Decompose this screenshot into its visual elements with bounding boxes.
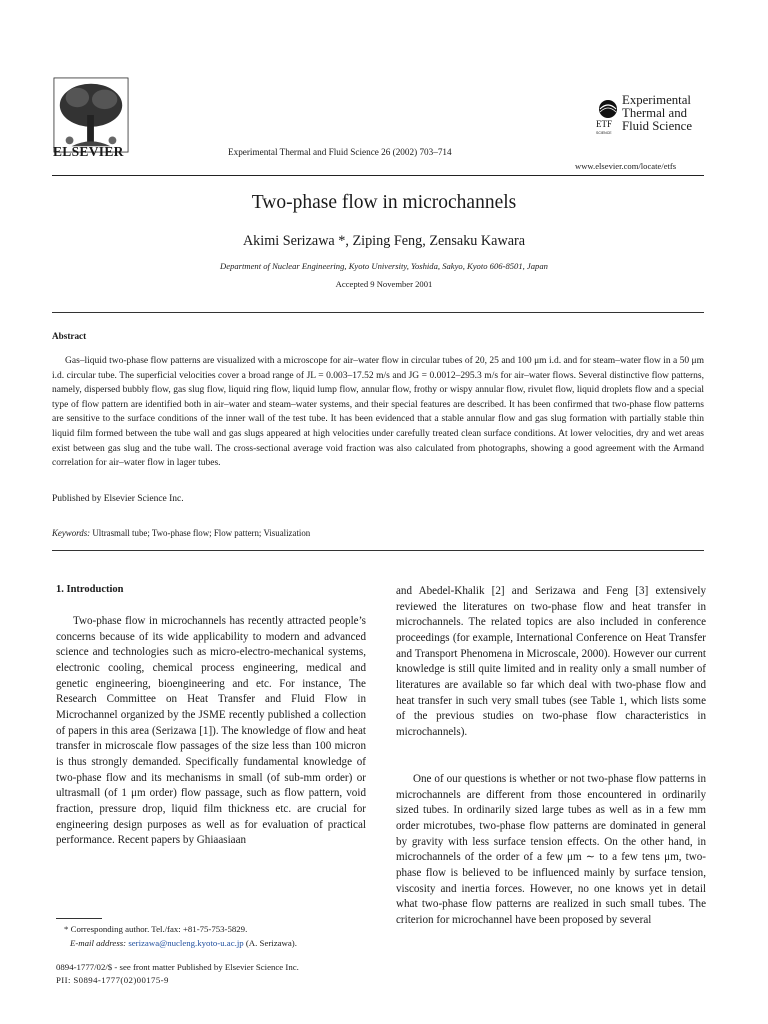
journal-url[interactable]: www.elsevier.com/locate/etfs — [575, 161, 677, 171]
abstract-heading: Abstract — [52, 331, 87, 341]
svg-text:SCIENCE: SCIENCE — [596, 131, 612, 135]
journal-logo-title — [622, 94, 692, 133]
elsevier-tree-logo — [52, 76, 130, 154]
left-column-paragraph: Two-phase flow in microchannels has recently attracted people’s concerns because of its wide applicability to modern and advanced science and technologies such as micro-electro-mechanical systems, electronic cooling, chemical process engineering, medical and genetic engineering, bioengineering and etc. For instance, The Research Committee on Heat Transfer and Fluid Flow in Microchannel organized by the JSME recently published a collection of papers in this area (Serizawa [1]). The knowledge of flow and heat transfer in microscale flow passages of the size less than 100 micron is thus strongly demanded. Specifically fundamental knowledge of two-phase flow and its mechanisms in small (of sub-mm order) or ultrasmall (of 1 μm order) flow passage, such as flow pattern, void fraction, pressure drop, liquid film thickness etc. are crucial for engineering design purposes as well as for evaluation of practical performance. Recent papers by Ghiaasiaan — [56, 615, 366, 847]
email-label: E-mail address: — [70, 938, 127, 948]
paper-title: Two-phase flow in microchannels — [251, 192, 517, 213]
accepted-date: Accepted 9 November 2001 — [335, 279, 433, 289]
journal-logo-line: Thermal and — [622, 106, 688, 120]
footnote-divider — [56, 918, 102, 919]
pii-code: PII: S0894-1777(02)00175-9 — [56, 975, 169, 985]
author-list: Akimi Serizawa *, Ziping Feng, Zensaku Kawara — [242, 233, 526, 249]
journal-logo-mark: ETF — [596, 119, 613, 129]
section-heading: 1. Introduction — [56, 584, 124, 595]
keywords-list: Ultrasmall tube; Two-phase flow; Flow pattern; Visualization — [92, 528, 311, 538]
corresponding-author-note: * Corresponding author. Tel./fax: +81-75-753-5829. — [64, 924, 248, 934]
journal-logo-line: Experimental — [622, 93, 691, 107]
email-note — [70, 938, 297, 948]
keywords — [52, 528, 310, 538]
abstract-body: Gas–liquid two-phase flow patterns are visualized with a microscope for air–water flow in circular tubes of 20, 25 and 100 μm i.d. and for steam–water flow in a 50 μm i.d. circular tube. The superficial velocities cover a broad range of JL = 0.003–17.52 m/s and JG = 0.0012–295.3 m/s for air–water flows. Several distinctive flow patterns, namely, dispersed bubbly flow, gas slug flow, liquid ring flow, liquid lump flow, annular flow, frothy or wispy annular flow, rivulet flow, liquid droplets flow and a special type of flow pattern are identified both in air–water and steam–water systems, and their special features are described. It has been confirmed that two-phase flow patterns are sensitive to the surface conditions of the inner wall of the test tube. It has been evidenced that a stable annular flow and gas slug formation with partially stable thin liquid film formed between the tube wall and gas slugs appeared at high velocities under carefully treated clean surface conditions. At lower velocities, dry and wet areas exist between gas slug and the tube wall. The cross-sectional average void fraction was also calculated from photographs, showing a good agreement with the Armand correlation for air–water flow in lager tubes. — [52, 356, 704, 469]
publisher-line: Published by Elsevier Science Inc. — [52, 494, 184, 504]
right-column-paragraph: and Abedel-Khalik [2] and Serizawa and Feng [3] extensively reviewed the literatures on two-phase flow and heat transfer in microchannels. The related topics are also included in conference proceedings (for example, International Conference on Heat Transfer and Transport Phenomena in Microscale, 2000). However our current knowledge is still quite limited and in reality only a small number of literatures are available so far which deal with two-phase flow and heat transfer in such very small tubes (see Table 1, which lists some of the previous studies on two-phase flow characteristics in microchannels). — [396, 585, 706, 738]
journal-citation: Experimental Thermal and Fluid Science 26 (2002) 703–714 — [228, 147, 452, 157]
header-divider — [52, 175, 704, 176]
publisher-name: ELSEVIER — [53, 144, 124, 159]
journal-logo-line: Fluid Science — [622, 119, 693, 133]
affiliation: Department of Nuclear Engineering, Kyoto University, Yoshida, Sakyo, Kyoto 606-8501, Japan — [220, 261, 548, 271]
front-matter-note: 0894-1777/02/$ - see front matter Published by Elsevier Science Inc. — [56, 962, 299, 972]
email-suffix: (A. Serizawa). — [243, 938, 297, 948]
right-column-paragraph: One of our questions is whether or not two-phase flow patterns in microchannels are different from those encountered in ordinarily sized tubes. In ordinarily sized large tubes as well as in a few mm order microtubes, two-phase flow patterns are dominated in general by gravity with less surface tension effects. On the other hand, in microchannels of the order of a few μm ∼ to a few tens μm, two-phase flow is believed to be influenced mainly by surface tension, viscosity and inertia forces. However, no one knows yet in detail what two-phase flow patterns are realized in such small tubes. The criterion for microchannel have been proposed by several — [396, 773, 706, 926]
keywords-label: Keywords: — [52, 528, 91, 538]
abstract-divider-bottom — [52, 550, 704, 551]
abstract-divider-top — [52, 312, 704, 313]
email-link[interactable]: serizawa@nucleng.kyoto-u.ac.jp — [128, 938, 244, 948]
